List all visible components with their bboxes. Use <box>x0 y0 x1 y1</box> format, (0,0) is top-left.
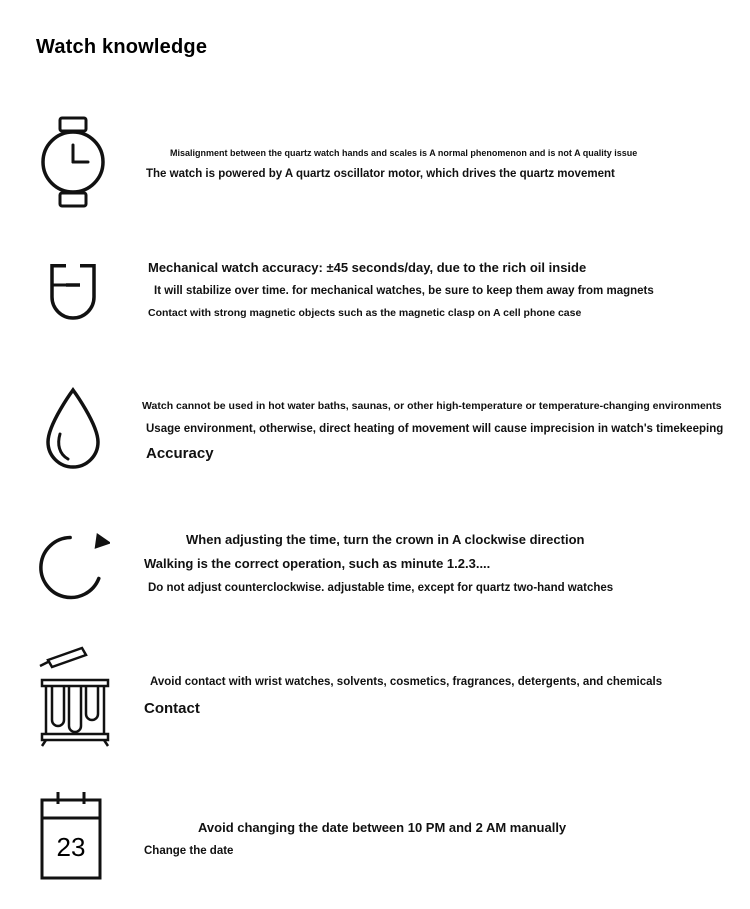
text-line: The watch is powered by A quartz oscillator motor, which drives the quartz movement <box>146 168 615 180</box>
section-text-block <box>138 400 738 462</box>
text-line: Misalignment between the quartz watch hands and scales is A normal phenomenon and is not A quality issue <box>170 148 638 158</box>
clockwise-arrow-icon <box>36 516 126 616</box>
watch-icon <box>36 112 126 212</box>
section-crown-adjustment <box>0 516 750 616</box>
section-quartz-watch <box>0 112 750 212</box>
section-date-change <box>0 788 750 888</box>
page-title: Watch knowledge <box>36 36 208 58</box>
section-text-block <box>138 676 738 717</box>
text-line: Walking is the correct operation, such as minute 1.2.3.... <box>144 556 491 571</box>
section-chemical-contact <box>0 642 750 752</box>
text-line: Contact <box>144 700 200 717</box>
text-line: Avoid contact with wrist watches, solvents, cosmetics, fragrances, detergents, and chemicals <box>150 676 663 688</box>
text-line: Change the date <box>144 845 234 857</box>
text-line: Usage environment, otherwise, direct heating of movement will cause imprecision in watch's timekeeping <box>146 423 724 435</box>
section-text-block <box>138 260 738 319</box>
calendar-day: 23 <box>56 832 86 862</box>
section-text-block <box>138 532 738 594</box>
text-line: Avoid changing the date between 10 PM and 2 AM manually <box>198 820 567 835</box>
text-line: Mechanical watch accuracy: ±45 seconds/day, due to the rich oil inside <box>148 260 587 275</box>
section-water-resistance <box>0 382 750 482</box>
text-line: It will stabilize over time. for mechanical watches, be sure to keep them away from magnets <box>154 285 654 297</box>
section-text-block <box>138 148 738 180</box>
text-line: When adjusting the time, turn the crown in A clockwise direction <box>186 532 585 547</box>
text-line: Accuracy <box>146 445 214 462</box>
water-drop-icon <box>36 382 126 482</box>
section-text-block <box>138 820 738 857</box>
calendar-icon <box>36 788 126 888</box>
magnet-icon <box>36 252 126 342</box>
text-line: Contact with strong magnetic objects such as the magnetic clasp on A cell phone case <box>148 307 582 319</box>
test-tubes-icon <box>36 642 126 752</box>
section-mechanical-accuracy <box>0 252 750 342</box>
text-line: Do not adjust counterclockwise. adjustable time, except for quartz two-hand watches <box>148 582 614 594</box>
text-line: Watch cannot be used in hot water baths, saunas, or other high-temperature or temperature-changing environments <box>142 400 722 412</box>
